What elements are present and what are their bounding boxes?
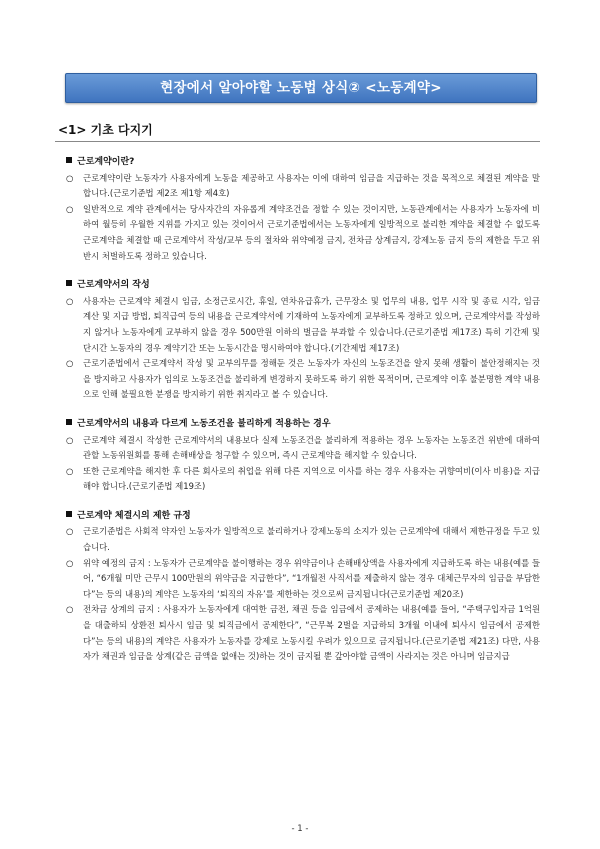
list-item: ○ 일반적으로 계약 관계에서는 당사자간의 자유롭게 계약조건을 정할 수 있는 것이지만, 노동관계에서는 사용자가 노동자에 비하여 월등히 우월한 지위를 가지고 있는 것이어서 근로기준법에서는 노동자에게 일방적으로 불리한 계약을 체결할 수 없도록 근로계약을 체결할 때 근로계약서 작성/교부 등의 절차와 위약예정 금지, 전차금 상계금지, 강제노동 금지 등의 제한을 두고 위반시 처벌하도록 정하고 있습니다. xyxy=(66,203,540,261)
block-heading: 근로계약이란? xyxy=(77,157,135,167)
block-restrictions xyxy=(66,509,540,665)
circle-bullet-icon: ○ xyxy=(66,295,74,306)
section-divider xyxy=(55,141,540,142)
square-bullet-icon xyxy=(66,280,72,286)
list-item: ○ 근로계약이란 노동자가 사용자에게 노동을 제공하고 사용자는 이에 대하여 임금을 지급하는 것을 목적으로 체결된 계약을 말합니다.(근로기준법 제2조 제1항 제4호) xyxy=(66,172,540,199)
list-item: ○ 근로계약 체결시 작성한 근로계약서의 내용보다 실제 노동조건을 불리하게 적용하는 경우 노동자는 노동조건 위반에 대하여 관할 노동위원회를 통해 손해배상을 청구할 수 있으며, 즉시 근로계약을 해지할 수 있습니다. xyxy=(66,434,540,461)
document-body xyxy=(66,155,540,679)
square-bullet-icon xyxy=(66,419,72,425)
circle-bullet-icon: ○ xyxy=(66,434,74,445)
list-item: ○ 또한 근로계약을 해지한 후 다른 회사로의 취업을 위해 다른 지역으로 이사를 하는 경우 사용자는 귀향여비(이사 비용)을 지급해야 합니다.(근로기준법 제19조) xyxy=(66,465,540,492)
block-contract-writing xyxy=(66,278,540,403)
block-heading: 근로계약 체결시의 제한 규정 xyxy=(77,510,191,521)
list-item: ○ 사용자는 근로계약 체결시 임금, 소정근로시간, 휴일, 연차유급휴가, 근무장소 및 업무의 내용, 업무 시작 및 종료 시각, 임금 계산 및 지급 방법, 퇴직급여 등의 내용을 근로계약서에 기재하여 노동자에게 교부하도록 정하고 있으며, 근로계약서를 작성하지 않거나 노동자에게 교부하지 않을 경우 500만원 이하의 벌금을 부과할 수 있습니다.(근로기준법 제17조) 특히 기간제 및 단시간 노동자의 경우 계약기간 또는 노동시간을 명시하여야 합니다.(기간제법 제17조) xyxy=(66,295,540,353)
section-title: <1> 기초 다지기 xyxy=(58,123,153,137)
block-heading: 근로계약서의 작성 xyxy=(77,280,150,291)
circle-bullet-icon: ○ xyxy=(66,172,74,183)
list-item: ○ 위약 예정의 금지 : 노동자가 근로계약을 불이행하는 경우 위약금이나 손해배상액을 사용자에게 지급하도록 하는 내용(예를 들어, “6개월 미만 근무시 100만원의 위약금을 지급한다”, “1개월전 사직서를 제출하지 않는 경우 대체근무자의 임금을 부담한다”는 등의 내용)의 계약은 노동자의 ‘퇴직의 자유’를 제한하는 것으로써 금지됩니다(근로기준법 제20조) xyxy=(66,557,540,599)
list-item: ○ 전차금 상계의 금지 : 사용자가 노동자에게 대여한 금전, 채권 등을 임금에서 공제하는 내용(예를 들어, “주택구입자금 1억원을 대출하되 상환전 퇴사시 임금 및 퇴직금에서 공제한다”, “근무복 2벌을 지급하되 3개월 이내에 퇴사시 임금에서 공제한다”는 등의 내용)의 계약은 사용자가 노동자를 강제로 노동시킬 우려가 있으므로 금지됩니다.(근로기준법 제21조) 다만, 사용자가 채권과 임금을 상계(같은 금액을 없애는 것)하는 것이 금지될 뿐 갚아야할 금액이 사라지는 것은 아니며 임금지급 xyxy=(66,604,540,662)
circle-bullet-icon: ○ xyxy=(66,465,74,476)
square-bullet-icon xyxy=(66,511,72,517)
list-item: ○ 근로기준법은 사회적 약자인 노동자가 일방적으로 불리하거나 강제노동의 소지가 있는 근로계약에 대해서 제한규정을 두고 있습니다. xyxy=(66,526,540,553)
document-title: 현장에서 알아야할 노동법 상식② <노동계약> xyxy=(65,73,537,103)
circle-bullet-icon: ○ xyxy=(66,557,74,568)
block-heading: 근로계약서의 내용과 다르게 노동조건을 불리하게 적용하는 경우 xyxy=(77,418,331,429)
list-item: ○ 근로기준법에서 근로계약서 작성 및 교부의무를 정해둔 것은 노동자가 자신의 노동조건을 알지 못해 생활이 불안정해지는 것을 방지하고 사용자가 임의로 노동조건을 불리하게 변경하지 못하도록 하기 위한 목적이며, 근로계약 이후 불분명한 계약 내용으로 인해 불필요한 분쟁을 방지하기 위한 취지라고 볼 수 있습니다. xyxy=(66,358,540,400)
page-number: - 1 - xyxy=(291,824,309,834)
circle-bullet-icon: ○ xyxy=(66,604,74,615)
circle-bullet-icon: ○ xyxy=(66,526,74,537)
block-contract-definition xyxy=(66,155,540,264)
square-bullet-icon xyxy=(66,157,72,163)
circle-bullet-icon: ○ xyxy=(66,358,74,369)
circle-bullet-icon: ○ xyxy=(66,203,74,214)
block-unfavorable-conditions xyxy=(66,417,540,495)
